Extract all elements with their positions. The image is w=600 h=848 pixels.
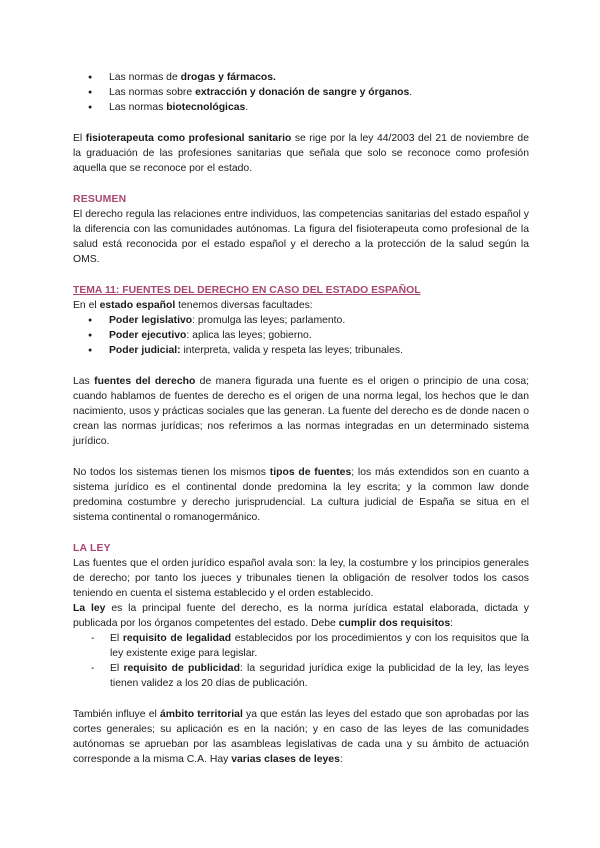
list-item: ● Las normas de drogas y fármacos. <box>73 70 529 85</box>
document-body <box>73 70 529 767</box>
list-item: - El requisito de legalidad establecidos por los procedimientos y con los requisitos que la ley existente exige para legislar. <box>73 631 529 661</box>
fuentes-paragraph: Las fuentes del derecho de manera figurada una fuente es el origen o principio de una cosa; cuando hablamos de fuentes de derecho es el origen de una norma legal, los hechos que le dan nacimiento, usos y prácticas sociales que las generan. La fuente del derecho es de donde nacen o crean las normas jurídicas; nos referimos a las normas integradas en un determinado sistema jurídico. <box>73 376 529 447</box>
list-item: ● Poder ejecutivo: aplica las leyes; gobierno. <box>73 328 529 343</box>
norms-list <box>73 70 529 115</box>
list-item: ● Las normas sobre extracción y donación de sangre y órganos. <box>73 85 529 100</box>
tipos-paragraph: No todos los sistemas tienen los mismos tipos de fuentes; los más extendidos son en cuanto a sistema jurídico es el continental donde predomina la ley escrita; y la common law donde predomina costumbre y derecho jurisprudencial. La cultura judicial de España se situa en el sistema continental o romanogermánico. <box>73 467 529 523</box>
list-item: ● Las normas biotecnológicas. <box>73 100 529 115</box>
tema-intro: En el estado español tenemos diversas facultades: <box>73 300 313 311</box>
ambito-paragraph: También influye el ámbito territorial ya que están las leyes del estado que son aprobadas por las cortes generales; su aplicación es en la nación; y en caso de las leyes de las comunidades autónomas se aprueban por las asambleas legislativas de cada una y su ámbito de actuación corresponde a la misma C.A. Hay varias clases de leyes: <box>73 709 529 765</box>
list-item: - El requisito de publicidad: la seguridad jurídica exige la publicidad de la ley, las leyes tienen validez a los 20 días de publicación. <box>73 661 529 691</box>
ley-paragraph-2: La ley es la principal fuente del derecho, es la norma jurídica estatal elaborada, dictada y publicada por los órganos competentes del estado. Debe cumplir dos requisitos: <box>73 603 530 629</box>
ley-heading: LA LEY <box>73 543 111 554</box>
powers-list <box>73 313 529 358</box>
tema-title: TEMA 11: FUENTES DEL DERECHO EN CASO DEL ESTADO ESPAÑOL <box>73 285 421 296</box>
resumen-paragraph: El derecho regula las relaciones entre individuos, las competencias sanitarias del estado español y la diferencia con las comunidades autónomas. La figura del fisioterapeuta como profesional de la salud está reconocida por el estado español y el derecho a la protección de la salud según la OMS. <box>73 209 529 265</box>
ley-paragraph-1: Las fuentes que el orden jurídico español avala son: la ley, la costumbre y los principios generales de derecho; por tanto los jueces y tribunales tienen la obligación de resolver todos los casos teniendo en cuenta el sistema establecido y el orden establecido. <box>73 558 529 599</box>
list-item: ● Poder legislativo: promulga las leyes; parlamento. <box>73 313 529 328</box>
requisitos-list <box>73 631 529 691</box>
list-item: ● Poder judicial: interpreta, valida y respeta las leyes; tribunales. <box>73 343 529 358</box>
resumen-heading: RESUMEN <box>73 194 127 205</box>
fisio-paragraph: El fisioterapeuta como profesional sanitario se rige por la ley 44/2003 del 21 de noviembre de la graduación de las profesiones sanitarias que señala que solo se reconoce como profesión aquella que se reconoce por el estado. <box>73 133 529 174</box>
